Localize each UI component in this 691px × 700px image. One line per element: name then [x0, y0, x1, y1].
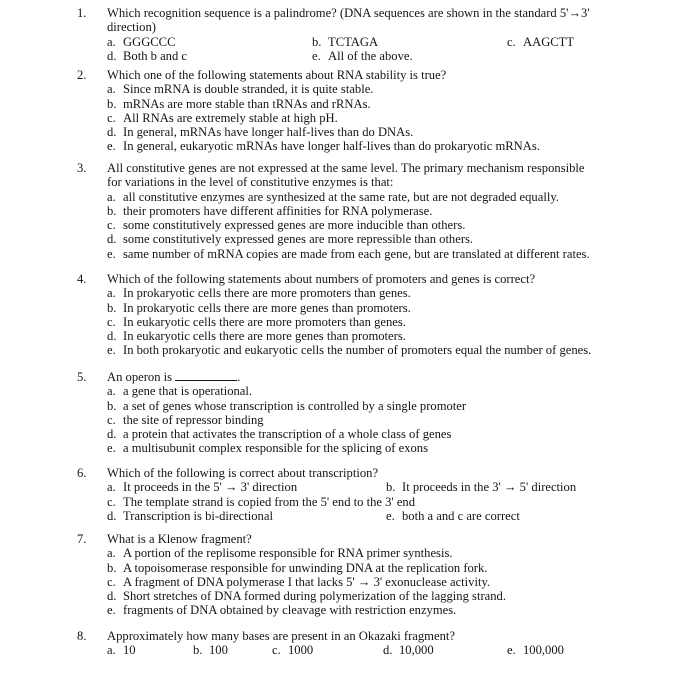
option-b[interactable]: b. A topoisomerase responsible for unwinding DNA at the replication fork. [107, 560, 488, 575]
option-d[interactable]: d. some constitutively expressed genes are more repressible than others. [107, 232, 474, 247]
option-a[interactable]: a. a gene that is operational. [107, 384, 253, 399]
option-c[interactable]: c. All RNAs are extremely stable at high pH. [107, 110, 338, 125]
option-a[interactable]: a. It proceeds in the 5' → 3' direction [107, 480, 298, 495]
question-stem: An operon is . [107, 370, 241, 384]
question-number: 7. [77, 532, 87, 546]
option-e[interactable]: e. same number of mRNA copies are made from each gene, but are translated at different rates. [107, 246, 590, 261]
option-c[interactable]: c. In eukaryotic cells there are more promoters than genes. [107, 314, 406, 329]
question-stem: for variations in the level of constitutive enzymes is that: [107, 175, 394, 190]
option-d[interactable]: d. In eukaryotic cells there are more genes than promoters. [107, 329, 406, 344]
option-a[interactable]: a. In prokaryotic cells there are more promoters than genes. [107, 286, 411, 301]
option-c[interactable]: c. some constitutively expressed genes are more inducible than others. [107, 218, 466, 233]
question-number: 1. [77, 6, 87, 20]
question-stem: All constitutive genes are not expressed at the same level. The primary mechanism responsible [107, 161, 585, 175]
option-b[interactable]: b. TCTAGA [312, 34, 379, 49]
question-number: 3. [77, 161, 87, 175]
option-b[interactable]: b. mRNAs are more stable than tRNAs and rRNAs. [107, 96, 371, 111]
option-e[interactable]: e. both a and c are correct [386, 508, 520, 523]
question-number: 6. [77, 466, 87, 480]
option-e[interactable]: e. In both prokaryotic and eukaryotic cells the number of promoters equal the number of genes. [107, 343, 592, 358]
question-number: 4. [77, 272, 87, 286]
option-b[interactable]: b. 100 [193, 643, 228, 658]
option-e[interactable]: e. In general, eukaryotic mRNAs have longer half-lives than do prokaryotic mRNAs. [107, 139, 540, 154]
option-c[interactable]: c. A fragment of DNA polymerase I that lacks 5' → 3' exonuclease activity. [107, 574, 491, 589]
question-stem: Which of the following is correct about transcription? [107, 466, 379, 480]
question-stem: Approximately how many bases are present in an Okazaki fragment? [107, 629, 455, 643]
option-c[interactable]: c. the site of repressor binding [107, 412, 264, 427]
option-e[interactable]: e. All of the above. [312, 48, 413, 63]
question-number: 5. [77, 370, 87, 384]
option-d[interactable]: d. Transcription is bi-directional [107, 508, 273, 523]
option-b[interactable]: b. It proceeds in the 3' → 5' direction [386, 480, 577, 495]
option-b[interactable]: b. In prokaryotic cells there are more genes than promoters. [107, 300, 411, 315]
option-d[interactable]: d. a protein that activates the transcription of a whole class of genes [107, 427, 452, 442]
option-e[interactable]: e. a multisubunit complex responsible for the splicing of exons [107, 441, 428, 456]
option-a[interactable]: a. Since mRNA is double stranded, it is quite stable. [107, 82, 374, 97]
option-e[interactable]: e. 100,000 [507, 643, 564, 658]
option-c[interactable]: c. The template strand is copied from the 5' end to the 3' end [107, 494, 416, 509]
option-a[interactable]: a. GGGCCC [107, 34, 176, 49]
option-e[interactable]: e. fragments of DNA obtained by cleavage with restriction enzymes. [107, 603, 457, 618]
option-a[interactable]: a. 10 [107, 643, 136, 658]
option-c[interactable]: c. AAGCTT [507, 34, 575, 49]
question-stem: Which of the following statements about numbers of promoters and genes is correct? [107, 272, 536, 286]
question-stem: What is a Klenow fragment? [107, 532, 252, 546]
question-stem: Which one of the following statements about RNA stability is true? [107, 68, 447, 82]
option-d[interactable]: d. 10,000 [383, 643, 434, 658]
answer-blank[interactable] [175, 370, 237, 381]
option-c[interactable]: c. 1000 [272, 643, 314, 658]
option-b[interactable]: b. their promoters have different affinities for RNA polymerase. [107, 203, 433, 218]
option-d[interactable]: d. Both b and c [107, 48, 188, 63]
option-d[interactable]: d. In general, mRNAs have longer half-lives than do DNAs. [107, 125, 414, 140]
question-stem: Which recognition sequence is a palindrome? (DNA sequences are shown in the standard 5'→3' [107, 6, 590, 20]
question-stem: direction) [107, 20, 156, 35]
question-number: 8. [77, 629, 87, 643]
option-b[interactable]: b. a set of genes whose transcription is controlled by a single promoter [107, 398, 467, 413]
option-d[interactable]: d. Short stretches of DNA formed during polymerization of the lagging strand. [107, 589, 506, 604]
option-a[interactable]: a. A portion of the replisome responsible for RNA primer synthesis. [107, 546, 453, 561]
option-a[interactable]: a. all constitutive enzymes are synthesized at the same rate, but are not degraded equally. [107, 189, 559, 204]
question-number: 2. [77, 68, 87, 82]
